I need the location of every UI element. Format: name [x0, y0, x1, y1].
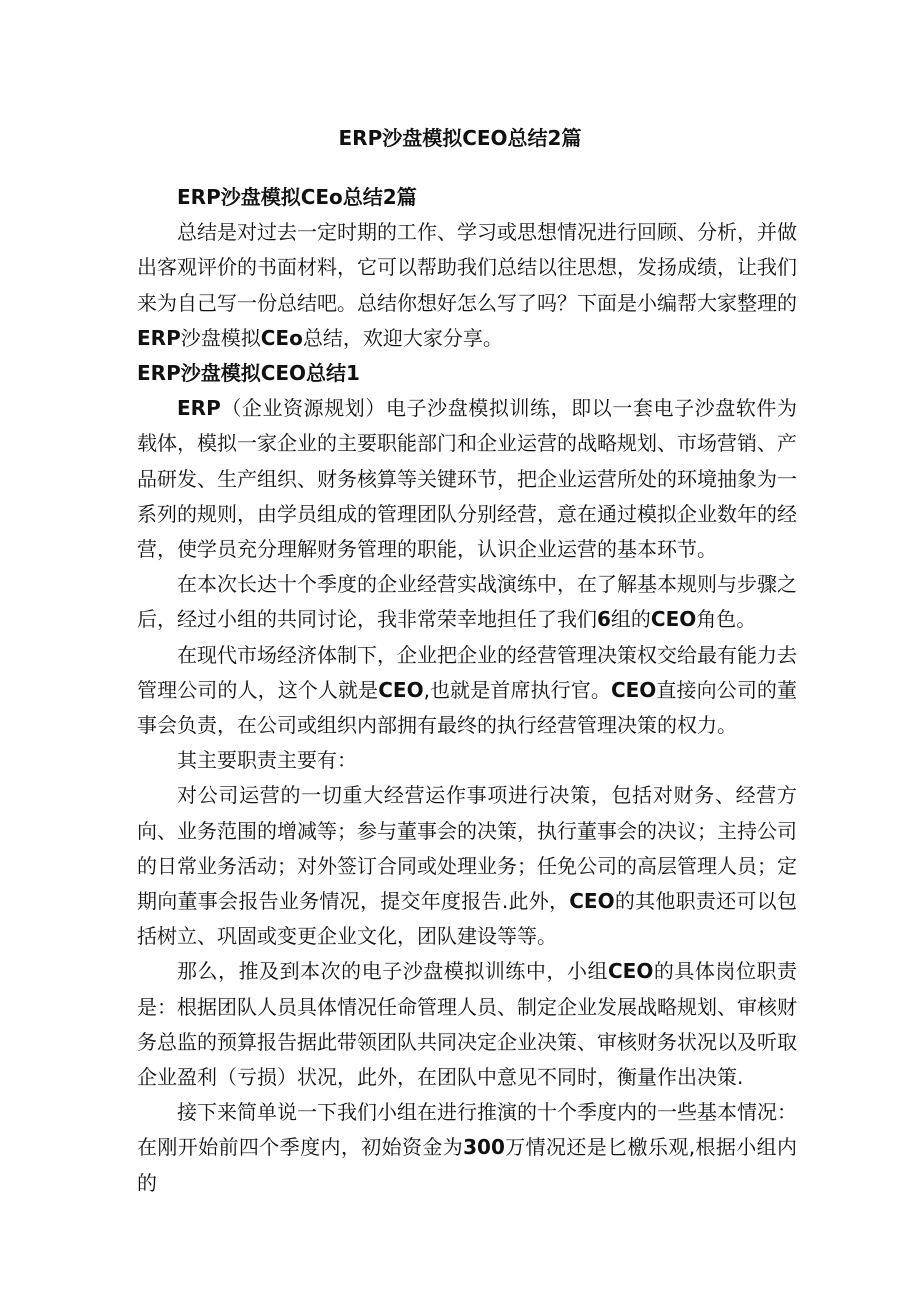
intro-paragraph — [137, 215, 797, 356]
p3-text-d: CEO — [610, 677, 657, 702]
p2-text-c: 组的 — [610, 607, 651, 632]
p7-text-b: 300 — [463, 1135, 505, 1160]
p3-text-a: 在现代市场经济体制下，企业把企业的经营管理决策权交给最有能力去管理公司的人，这个人就是 — [137, 642, 797, 702]
p7-text-a: 接下来简单说一下我们小组在进行推演的十个季度内的一些基本情况：在刚开始前四个季度内，初始资金为 — [137, 1100, 797, 1160]
p3-text-e: 直接向公司的董事会负责，在公司或组织内部拥有最终的执行经营管理决策的权力。 — [137, 677, 798, 738]
p2-text-e: 角色。 — [696, 607, 757, 632]
p2-text-b: 6 — [597, 607, 611, 632]
document-subtitle: ERP沙盘模拟CEo总结2篇 — [177, 185, 417, 209]
p1-text-a: ERP — [177, 396, 221, 421]
document-body — [137, 180, 797, 1201]
intro-text-e: 总结，欢迎大家分享。 — [302, 325, 503, 350]
p2-text-d: CEO — [650, 607, 697, 632]
paragraph-duties — [137, 778, 797, 954]
p1-text-b: （企业资源规划）电子沙盘模拟训练，即以一套电子沙盘软件为载体，模拟一家企业的主要职能部门和企业运营的战略规划、市场营销、产品研发、生产组织、财务核算等关键环节，把企业运营所处的环境抽象为一系列的规则，由学员组成的管理团队分别经营，意在通过模拟企业数年的经营，使学员充分理解财务管理的职能，认识企业运营的基本环节。 — [137, 396, 797, 562]
section-heading-1: ERP沙盘模拟CEO总结1 — [137, 361, 360, 386]
p6-text-b: CEO — [608, 959, 654, 984]
p5-text-b: CEO — [569, 889, 615, 914]
document-title: ERP沙盘模拟CEO总结2篇 — [338, 126, 582, 150]
intro-text-d: CEo — [260, 325, 303, 350]
intro-text-b: ERP — [137, 325, 181, 350]
intro-text-c: 沙盘模拟 — [180, 325, 261, 350]
p5-text-a: 对公司运营的一切重大经营运作事项进行决策，包括对财务、经营方向、业务范围的增减等；参与董事会的决策，执行董事会的决议；主持公司的日常业务活动；对外签订合同或处理业务；任免公司的高层管理人员；定期向董事会报告业务情况，提交年度报告.此外， — [137, 783, 797, 914]
p3-text-c: ,也就是首席执行官。 — [423, 677, 611, 702]
p6-text-a: 那么，推及到本次的电子沙盘模拟训练中，小组 — [177, 959, 608, 984]
p7-text-c: 万情况还是匕檄乐观,根据小组内的 — [137, 1135, 798, 1195]
p5-text-c: 的其他职责还可以包括树立、巩固或变更企业文化，团队建设等等。 — [137, 889, 798, 949]
p6-text-c: 的具体岗位职责是：根据团队人员具体情况任命管理人员、制定企业发展战略规划、审核财务总监的预算报告据此带领团队共同决定企业决策、审核财务状况以及听取企业盈利（亏损）状况，此外，在团队中意见不同时，衡量作出决策. — [137, 959, 798, 1090]
paragraph-quarters — [137, 1095, 797, 1201]
p3-text-b: CEO — [378, 677, 424, 702]
paragraph-group-ceo-duties — [137, 954, 797, 1095]
paragraph-erp-definition — [137, 391, 797, 567]
paragraph-duties-intro: 其主要职责主要有： — [177, 748, 357, 773]
paragraph-ceo-role — [137, 567, 797, 637]
p2-text-a: 在本次长达十个季度的企业经营实战演练中，在了解基本规则与步骤之后，经过小组的共同讨论，我非常荣幸地担任了我们 — [137, 572, 797, 632]
intro-text-a: 总结是对过去一定时期的工作、学习或思想情况进行回顾、分析，并做出客观评价的书面材料，它可以帮助我们总结以往思想，发扬成绩，让我们来为自己写一份总结吧。总结你想好怎么写了吗？下面是小编帮大家整理的 — [137, 220, 797, 315]
paragraph-ceo-definition — [137, 638, 797, 744]
